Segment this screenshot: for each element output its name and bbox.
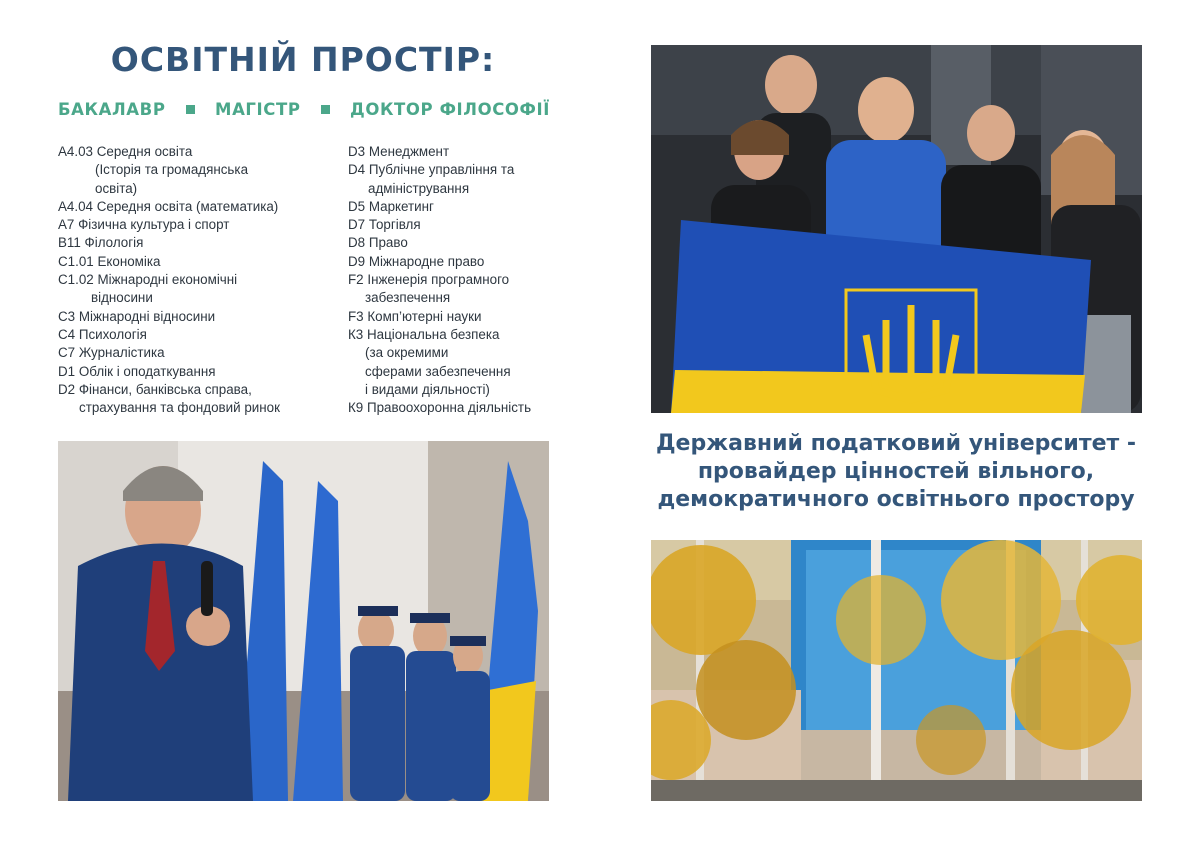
level-phd: ДОКТОР ФІЛОСОФІЇ xyxy=(350,100,550,119)
square-bullet-icon xyxy=(321,105,330,114)
list-item: С1.01 Економіка xyxy=(58,253,161,269)
level-master: МАГІСТР xyxy=(215,100,301,119)
list-item: D1 Облік і оподаткування xyxy=(58,363,216,379)
list-item: D8 Право xyxy=(348,235,408,251)
campus-autumn-photo xyxy=(651,540,1142,801)
list-item: А4.03 Середня освіта (Історія та громадянська освіта) xyxy=(58,144,249,196)
list-item: В11 Філологія xyxy=(58,235,144,251)
degree-levels xyxy=(58,100,550,119)
university-caption: Державний податковий університет - провайдер цінностей вільного, демократичного освітнього простору xyxy=(655,431,1137,512)
list-item: D3 Менеджмент xyxy=(348,144,450,159)
list-item: D5 Маркетинг xyxy=(348,198,434,214)
list-item: F2 Інженерія програмного забезпечення xyxy=(348,272,510,306)
list-item: С4 Психологія xyxy=(58,326,147,342)
level-bachelor: БАКАЛАВР xyxy=(58,100,166,119)
students-flag-photo xyxy=(651,45,1142,413)
square-bullet-icon xyxy=(186,105,195,114)
list-item: С1.02 Міжнародні економічні відносини xyxy=(58,272,238,306)
list-item: А4.04 Середня освіта (математика) xyxy=(58,198,279,214)
list-item: К3 Національна безпека (за окремими сферами забезпечення і видами діяльності) xyxy=(348,326,511,397)
list-item: D9 Міжнародне право xyxy=(348,253,485,269)
list-item: D4 Публічне управління та адміністрування xyxy=(348,162,515,196)
list-item: А7 Фізична культура і спорт xyxy=(58,217,230,233)
list-item: F3 Комп’ютерні науки xyxy=(348,308,482,324)
list-item: К9 Правоохоронна діяльність xyxy=(348,400,532,416)
list-item: С3 Міжнародні відносини xyxy=(58,308,216,324)
list-item: С7 Журналістика xyxy=(58,345,165,361)
programs-list-right xyxy=(348,143,558,417)
page-title: ОСВІТНІЙ ПРОСТІР: xyxy=(110,40,496,79)
speaker-ceremony-photo xyxy=(58,441,549,801)
list-item: D2 Фінанси, банківська справа, страхування та фондовий ринок xyxy=(58,381,280,416)
list-item: D7 Торгівля xyxy=(348,217,421,233)
programs-list-left xyxy=(58,143,348,417)
